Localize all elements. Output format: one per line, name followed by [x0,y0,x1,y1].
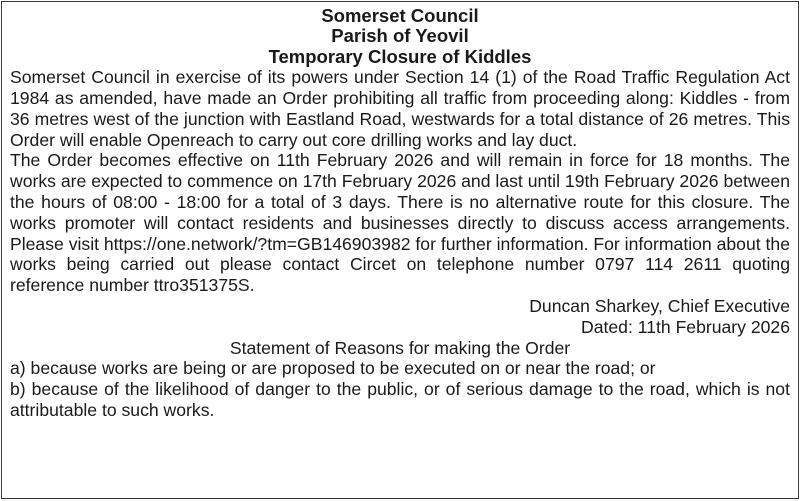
details-paragraph: The Order becomes effective on 11th February 2026 and will remain in force for 18 months. The works are expected to commence on 17th February 2026 and last until 19th February 2026 between the hours of 08:00 - 18:00 for a total of 3 days. There is no alternative route for this closure. The works promoter will contact residents and businesses directly to discuss access arrangements. Please visit https://one.network/?tm=GB146903982 for further information. For information about the works being carried out please contact Circet on telephone number 0797 114 2611 quoting reference number ttro351375S. [10,150,790,296]
notice-title: Temporary Closure of Kiddles [268,45,532,67]
order-paragraph: Somerset Council in exercise of its powers under Section 14 (1) of the Road Traffic Regulation Act 1984 as amended, have made an Order prohibiting all traffic from proceeding along: Kiddles - from 36 metres west of the junction with Eastland Road, westwards for a total distance of 26 metres. This Order will enable Openreach to carry out core drilling works and lay duct. [10,67,790,150]
council-name: Somerset Council [321,5,479,26]
public-notice [1,1,799,499]
reason-b: b) because of the likelihood of danger to the public, or of serious damage to the road, which is not attributable to such works. [10,379,790,420]
signatory-name: Duncan Sharkey, Chief Executive [529,295,790,316]
parish-name: Parish of Yeovil [331,25,469,47]
reason-a: a) because works are being or are proposed to be executed on or near the road; or [10,358,656,379]
reasons-title: Statement of Reasons for making the Order [229,337,571,358]
dated-line: Dated: 11th February 2026 [581,316,790,337]
